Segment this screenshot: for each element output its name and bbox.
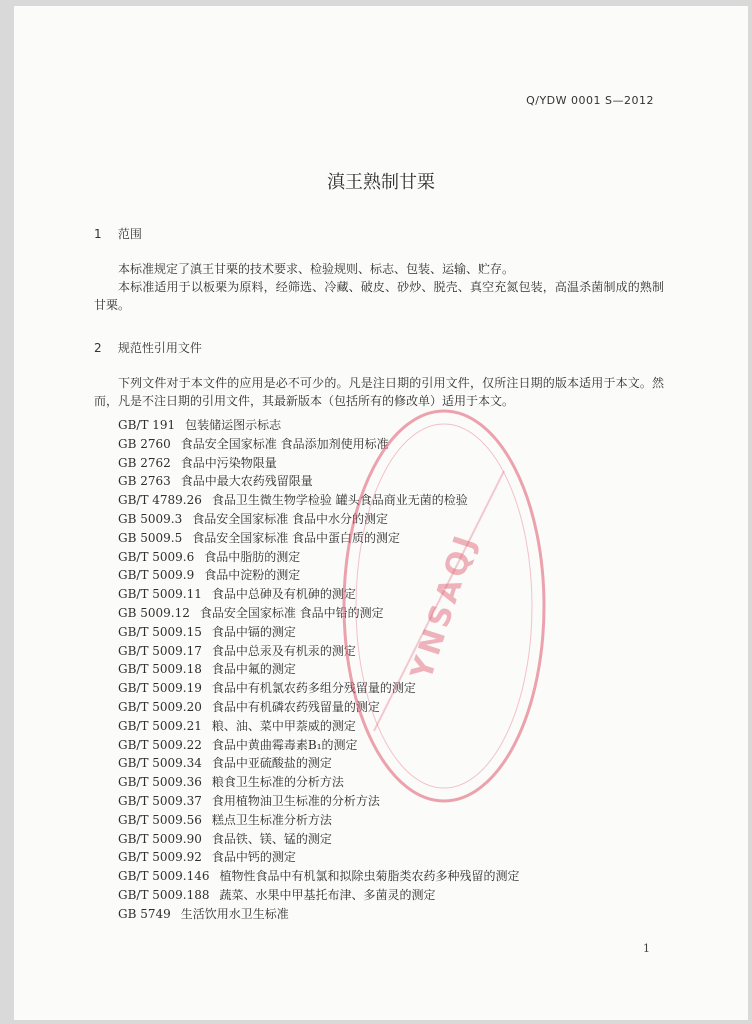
reference-code: GB/T 5009.15: [118, 624, 202, 639]
reference-title: 食品安全国家标准 食品中铅的测定: [199, 605, 384, 620]
reference-code: GB 5749: [118, 906, 171, 921]
reference-code: GB/T 191: [118, 418, 176, 432]
reference-item: [118, 848, 520, 867]
reference-item: [118, 679, 520, 698]
reference-code: GB 2762: [118, 455, 171, 470]
reference-item: [118, 472, 520, 491]
reference-item: [118, 585, 520, 604]
document-page: [14, 6, 748, 1020]
reference-title: 食用植物油卫生标准的分析方法: [211, 793, 380, 808]
reference-title: 粮食卫生标准的分析方法: [211, 775, 344, 790]
reference-title: 粮、油、菜中甲萘威的测定: [211, 718, 356, 733]
reference-title: 食品中总汞及有机汞的测定: [211, 643, 356, 658]
reference-title: 食品安全国家标准 食品添加剂使用标准: [180, 436, 389, 451]
reference-title: 植物性食品中有机氯和拟除虫菊脂类农药多种残留的测定: [219, 869, 520, 884]
reference-code: GB/T 5009.56: [118, 812, 202, 827]
section-2-paragraph-1: 下列文件对于本文件的应用是必不可少的。凡是注日期的引用文件，仅所注日期的版本适用于本文。然而，凡是不注日期的引用文件，其最新版本（包括所有的修改单）适用于本文。: [94, 376, 664, 408]
reference-title: 食品卫生微生物学检验 罐头食品商业无菌的检验: [211, 493, 468, 508]
section-title: 规范性引用文件: [117, 341, 202, 355]
reference-code: GB/T 5009.9: [118, 568, 195, 583]
reference-code: GB/T 5009.37: [118, 793, 202, 808]
reference-title: 食品中脂肪的测定: [204, 549, 301, 564]
page-title: 滇王熟制甘栗: [327, 172, 435, 193]
reference-item: [118, 454, 520, 473]
reference-code: GB/T 5009.36: [118, 775, 202, 790]
reference-item: [118, 698, 520, 717]
reference-code: GB/T 5009.20: [118, 699, 202, 714]
reference-item: [118, 548, 520, 567]
section-number: 2: [94, 341, 102, 355]
reference-list: [118, 416, 520, 924]
reference-title: 食品铁、镁、锰的测定: [211, 831, 332, 846]
section-1-paragraph-1: 本标准规定了滇王甘栗的技术要求、检验规则、标志、包装、运输、贮存。: [118, 262, 515, 276]
reference-item: [118, 566, 520, 585]
reference-item: [118, 510, 520, 529]
reference-item: [118, 623, 520, 642]
reference-item: [118, 830, 520, 849]
reference-code: GB/T 4789.26: [118, 493, 202, 508]
section-1-paragraph-2: 本标准适用于以板栗为原料，经筛选、冷藏、破皮、砂炒、脱壳、真空充氮包装，高温杀菌制成的熟制甘栗。: [94, 280, 664, 312]
reference-item: [118, 886, 520, 905]
reference-code: GB/T 5009.17: [118, 643, 202, 658]
standard-code: Q/YDW 0001 S—2012: [526, 94, 654, 107]
reference-item: [118, 717, 520, 736]
reference-code: GB 2760: [118, 436, 171, 451]
reference-code: GB/T 5009.188: [118, 887, 210, 902]
reference-title: 食品中亚硫酸盐的测定: [211, 756, 332, 771]
section-number: 1: [94, 227, 102, 241]
reference-title: 食品中有机氯农药多组分残留量的测定: [211, 681, 416, 696]
reference-item: [118, 529, 520, 548]
reference-title: 食品中有机磷农药残留量的测定: [211, 699, 380, 714]
reference-code: GB 5009.5: [118, 530, 183, 545]
section-1-heading: [94, 225, 142, 242]
reference-code: GB 5009.3: [118, 511, 183, 526]
reference-title: 糕点卫生标准分析方法: [211, 812, 332, 827]
section-title: 范围: [117, 227, 142, 241]
reference-code: GB/T 5009.19: [118, 681, 202, 696]
reference-code: GB/T 5009.18: [118, 662, 202, 677]
reference-item: [118, 811, 520, 830]
reference-title: 食品中总砷及有机砷的测定: [211, 587, 356, 602]
reference-item: [118, 867, 520, 886]
reference-code: GB/T 5009.11: [118, 587, 202, 602]
reference-title: 食品中镉的测定: [211, 624, 296, 639]
reference-title: 食品中最大农药残留限量: [180, 474, 313, 489]
reference-item: [118, 604, 520, 623]
reference-code: GB 2763: [118, 474, 171, 489]
reference-code: GB/T 5009.92: [118, 850, 202, 865]
reference-code: GB/T 5009.34: [118, 756, 202, 771]
reference-item: [118, 905, 520, 924]
reference-item: [118, 416, 520, 435]
reference-title: 食品中淀粉的测定: [204, 568, 301, 583]
reference-title: 食品中钙的测定: [211, 850, 296, 865]
reference-title: 食品安全国家标准 食品中水分的测定: [192, 511, 389, 526]
reference-code: GB/T 5009.21: [118, 718, 202, 733]
reference-title: 生活饮用水卫生标准: [180, 906, 289, 921]
reference-item: [118, 660, 520, 679]
reference-title: 食品中黄曲霉毒素B₁的测定: [211, 737, 358, 752]
reference-item: [118, 435, 520, 454]
reference-code: GB 5009.12: [118, 605, 190, 620]
reference-item: [118, 792, 520, 811]
reference-title: 食品中氟的测定: [211, 662, 296, 677]
reference-item: [118, 736, 520, 755]
reference-item: [118, 491, 520, 510]
reference-title: 食品安全国家标准 食品中蛋白质的测定: [192, 530, 401, 545]
reference-code: GB/T 5009.146: [118, 869, 210, 884]
reference-item: [118, 642, 520, 661]
page-number: 1: [643, 942, 650, 955]
reference-code: GB/T 5009.22: [118, 737, 202, 752]
reference-title: 蔬菜、水果中甲基托布津、多菌灵的测定: [219, 887, 436, 902]
reference-title: 包装储运图示标志: [185, 418, 282, 432]
reference-code: GB/T 5009.90: [118, 831, 202, 846]
reference-item: [118, 754, 520, 773]
reference-code: GB/T 5009.6: [118, 549, 195, 564]
reference-item: [118, 773, 520, 792]
reference-title: 食品中污染物限量: [180, 455, 277, 470]
section-2-heading: [94, 339, 202, 356]
svg-text:YNSAQJ: YNSAQJ: [404, 528, 485, 684]
